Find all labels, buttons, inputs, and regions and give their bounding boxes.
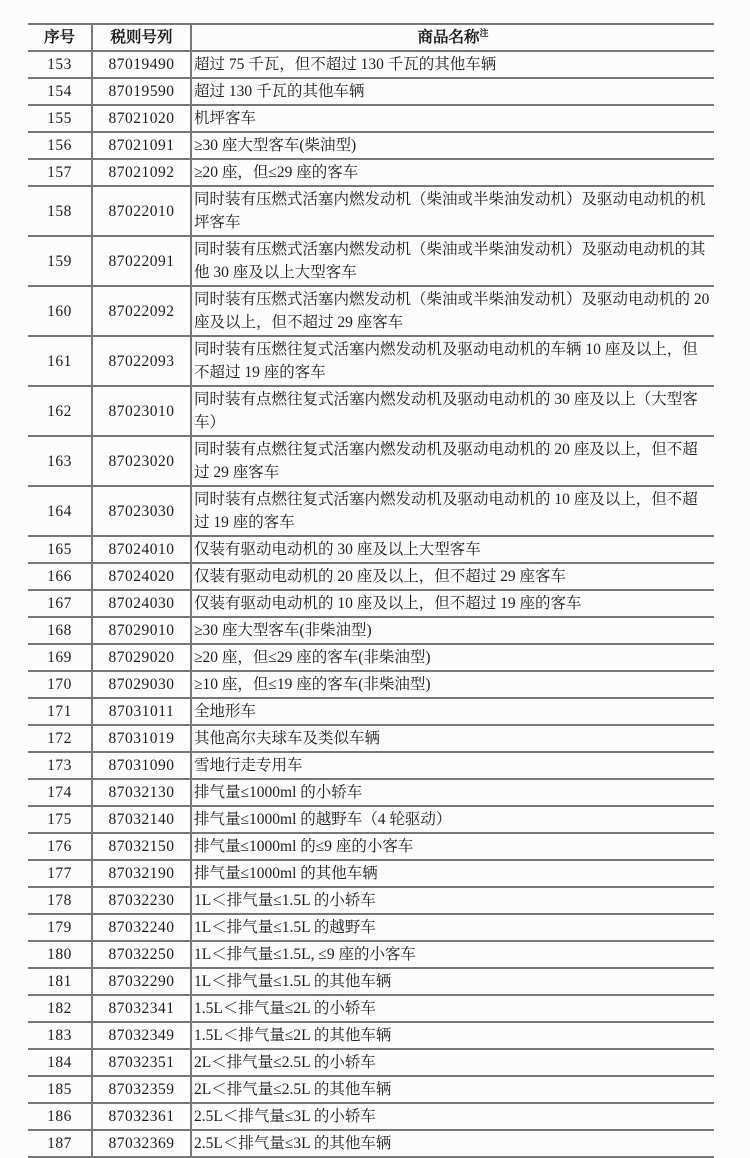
table-row — [28, 725, 714, 752]
cell-name: 1L＜排气量≤1.5L 的小轿车 — [191, 887, 714, 914]
cell-code: 87021020 — [92, 105, 191, 132]
cell-no: 180 — [47, 946, 72, 963]
table-row — [28, 159, 714, 186]
cell-code: 87032240 — [92, 914, 191, 941]
table-row — [28, 671, 714, 698]
cell-no: 171 — [47, 703, 72, 720]
cell-no: 175 — [47, 811, 72, 828]
table-row — [28, 1049, 714, 1076]
table-row — [28, 995, 714, 1022]
cell-code: 87032140 — [92, 806, 191, 833]
cell-name: 同时装有点燃往复式活塞内燃发动机及驱动电动机的 30 座及以上（大型客车） — [191, 386, 714, 436]
table-row — [28, 887, 714, 914]
cell-no: 159 — [47, 252, 72, 270]
table-row — [28, 752, 714, 779]
cell-name: 同时装有点燃往复式活塞内燃发动机及驱动电动机的 20 座及以上，但不超过 29 座客车 — [191, 436, 714, 486]
cell-code: 87029020 — [92, 644, 191, 671]
cell-no: 187 — [47, 1135, 72, 1152]
cell-no: 186 — [47, 1108, 72, 1125]
cell-code: 87032230 — [92, 887, 191, 914]
cell-no: 154 — [47, 83, 72, 100]
cell-no: 161 — [47, 352, 72, 370]
tariff-table — [28, 23, 714, 1158]
cell-no: 177 — [47, 865, 72, 882]
cell-code: 87029030 — [92, 671, 191, 698]
cell-code: 87022091 — [92, 236, 191, 286]
header-note-superscript: 注 — [479, 27, 489, 38]
cell-no: 163 — [47, 452, 72, 470]
table-row — [28, 286, 714, 336]
table-row — [28, 563, 714, 590]
table-row — [28, 1103, 714, 1130]
cell-no: 170 — [47, 676, 72, 693]
cell-name: 同时装有压燃式活塞内燃发动机（柴油或半柴油发动机）及驱动电动机的其他 30 座及以上大型客车 — [191, 236, 714, 286]
cell-name: 全地形车 — [191, 698, 714, 725]
cell-code: 87032250 — [92, 941, 191, 968]
cell-name: 排气量≤1000ml 的其他车辆 — [191, 860, 714, 887]
cell-name: 1L＜排气量≤1.5L 的其他车辆 — [191, 968, 714, 995]
cell-name: 排气量≤1000ml 的越野车（4 轮驱动） — [191, 806, 714, 833]
cell-no: 178 — [47, 892, 72, 909]
cell-name: 同时装有压燃式活塞内燃发动机（柴油或半柴油发动机）及驱动电动机的机坪客车 — [191, 186, 714, 236]
column-header-name-label: 商品名称 — [417, 29, 480, 46]
cell-no: 168 — [47, 622, 72, 639]
cell-no: 162 — [47, 402, 72, 420]
cell-code: 87021092 — [92, 159, 191, 186]
cell-code: 87024020 — [92, 563, 191, 590]
cell-no: 167 — [47, 595, 72, 612]
cell-name: 同时装有压燃式活塞内燃发动机（柴油或半柴油发动机）及驱动电动机的 20 座及以上，但不超过 29 座客车 — [191, 286, 714, 336]
cell-no: 165 — [47, 541, 72, 558]
cell-no: 156 — [47, 137, 72, 154]
table-row — [28, 436, 714, 486]
cell-name: 2.5L＜排气量≤3L 的小轿车 — [191, 1103, 714, 1130]
cell-name: 其他高尔夫球车及类似车辆 — [191, 725, 714, 752]
cell-no: 182 — [47, 1000, 72, 1017]
cell-name: 机坪客车 — [191, 105, 714, 132]
cell-code: 87032130 — [92, 779, 191, 806]
cell-name: 同时装有点燃往复式活塞内燃发动机及驱动电动机的 10 座及以上，但不超过 19 座的客车 — [191, 486, 714, 536]
cell-code: 87019490 — [92, 51, 191, 78]
cell-code: 87032190 — [92, 860, 191, 887]
cell-name: 雪地行走专用车 — [191, 752, 714, 779]
table-row — [28, 941, 714, 968]
cell-no: 158 — [47, 202, 72, 220]
table-row — [28, 914, 714, 941]
table-row — [28, 386, 714, 436]
cell-no: 181 — [47, 973, 72, 990]
cell-code: 87029010 — [92, 617, 191, 644]
cell-no: 185 — [47, 1081, 72, 1098]
cell-code: 87032361 — [92, 1103, 191, 1130]
cell-code: 87032349 — [92, 1022, 191, 1049]
cell-code: 87031011 — [92, 698, 191, 725]
cell-no: 173 — [47, 757, 72, 774]
cell-no: 157 — [47, 164, 72, 181]
cell-name: 2.5L＜排气量≤3L 的其他车辆 — [191, 1130, 714, 1157]
cell-name: 排气量≤1000ml 的≤9 座的小客车 — [191, 833, 714, 860]
cell-name: 2L＜排气量≤2.5L 的其他车辆 — [191, 1076, 714, 1103]
table-row — [28, 536, 714, 563]
cell-code: 87023010 — [92, 386, 191, 436]
table-row — [28, 590, 714, 617]
cell-code: 87019590 — [92, 78, 191, 105]
cell-code: 87032369 — [92, 1130, 191, 1157]
table-row — [28, 833, 714, 860]
table-row — [28, 806, 714, 833]
table-row — [28, 132, 714, 159]
cell-code: 87023020 — [92, 436, 191, 486]
cell-code: 87023030 — [92, 486, 191, 536]
cell-no: 169 — [47, 649, 72, 666]
cell-no: 164 — [47, 502, 72, 520]
table-row — [28, 1022, 714, 1049]
cell-code: 87022092 — [92, 286, 191, 336]
cell-code: 87032359 — [92, 1076, 191, 1103]
cell-code: 87024030 — [92, 590, 191, 617]
cell-code: 87031019 — [92, 725, 191, 752]
table-row — [28, 186, 714, 236]
cell-code: 87032290 — [92, 968, 191, 995]
cell-code: 87021091 — [92, 132, 191, 159]
cell-name: 排气量≤1000ml 的小轿车 — [191, 779, 714, 806]
cell-code: 87032351 — [92, 1049, 191, 1076]
table-row — [28, 336, 714, 386]
cell-name: 1L＜排气量≤1.5L 的越野车 — [191, 914, 714, 941]
table-row — [28, 644, 714, 671]
cell-name: 超过 130 千瓦的其他车辆 — [191, 78, 714, 105]
cell-no: 153 — [47, 56, 72, 73]
column-header-name — [191, 24, 714, 51]
table-row — [28, 968, 714, 995]
cell-code: 87022010 — [92, 186, 191, 236]
cell-no: 174 — [47, 784, 72, 801]
table-row — [28, 1130, 714, 1157]
cell-no: 160 — [47, 302, 72, 320]
table-row — [28, 236, 714, 286]
cell-name: 仅装有驱动电动机的 30 座及以上大型客车 — [191, 536, 714, 563]
cell-name: ≥30 座大型客车(非柴油型) — [191, 617, 714, 644]
table-row — [28, 617, 714, 644]
table-row — [28, 1076, 714, 1103]
cell-no: 172 — [47, 730, 72, 747]
cell-no: 176 — [47, 838, 72, 855]
table-header — [28, 24, 714, 51]
cell-name: 1.5L＜排气量≤2L 的其他车辆 — [191, 1022, 714, 1049]
column-header-no: 序号 — [43, 29, 75, 46]
cell-no: 179 — [47, 919, 72, 936]
cell-name: 同时装有压燃往复式活塞内燃发动机及驱动电动机的车辆 10 座及以上，但不超过 19 座的客车 — [191, 336, 714, 386]
cell-code: 87032341 — [92, 995, 191, 1022]
cell-no: 155 — [47, 110, 72, 127]
cell-name: ≥30 座大型客车(柴油型) — [191, 132, 714, 159]
table-body — [28, 51, 714, 1157]
cell-no: 184 — [47, 1054, 72, 1071]
cell-no: 166 — [47, 568, 72, 585]
cell-name: 超过 75 千瓦，但不超过 130 千瓦的其他车辆 — [191, 51, 714, 78]
header-row — [28, 24, 714, 51]
cell-name: ≥20 座，但≤29 座的客车(非柴油型) — [191, 644, 714, 671]
cell-code: 87031090 — [92, 752, 191, 779]
cell-code: 87022093 — [92, 336, 191, 386]
table-row — [28, 78, 714, 105]
cell-code: 87024010 — [92, 536, 191, 563]
table-row — [28, 105, 714, 132]
cell-name: 2L＜排气量≤2.5L 的小轿车 — [191, 1049, 714, 1076]
cell-name: ≥20 座，但≤29 座的客车 — [191, 159, 714, 186]
table-row — [28, 51, 714, 78]
cell-code: 87032150 — [92, 833, 191, 860]
cell-name: 仅装有驱动电动机的 10 座及以上，但不超过 19 座的客车 — [191, 590, 714, 617]
cell-name: 1.5L＜排气量≤2L 的小轿车 — [191, 995, 714, 1022]
table-row — [28, 860, 714, 887]
table-row — [28, 486, 714, 536]
column-header-code: 税则号列 — [92, 24, 191, 51]
cell-no: 183 — [47, 1027, 72, 1044]
cell-name: ≥10 座，但≤19 座的客车(非柴油型) — [191, 671, 714, 698]
cell-name: 1L＜排气量≤1.5L, ≤9 座的小客车 — [191, 941, 714, 968]
cell-name: 仅装有驱动电动机的 20 座及以上，但不超过 29 座客车 — [191, 563, 714, 590]
table-row — [28, 779, 714, 806]
table-row — [28, 698, 714, 725]
